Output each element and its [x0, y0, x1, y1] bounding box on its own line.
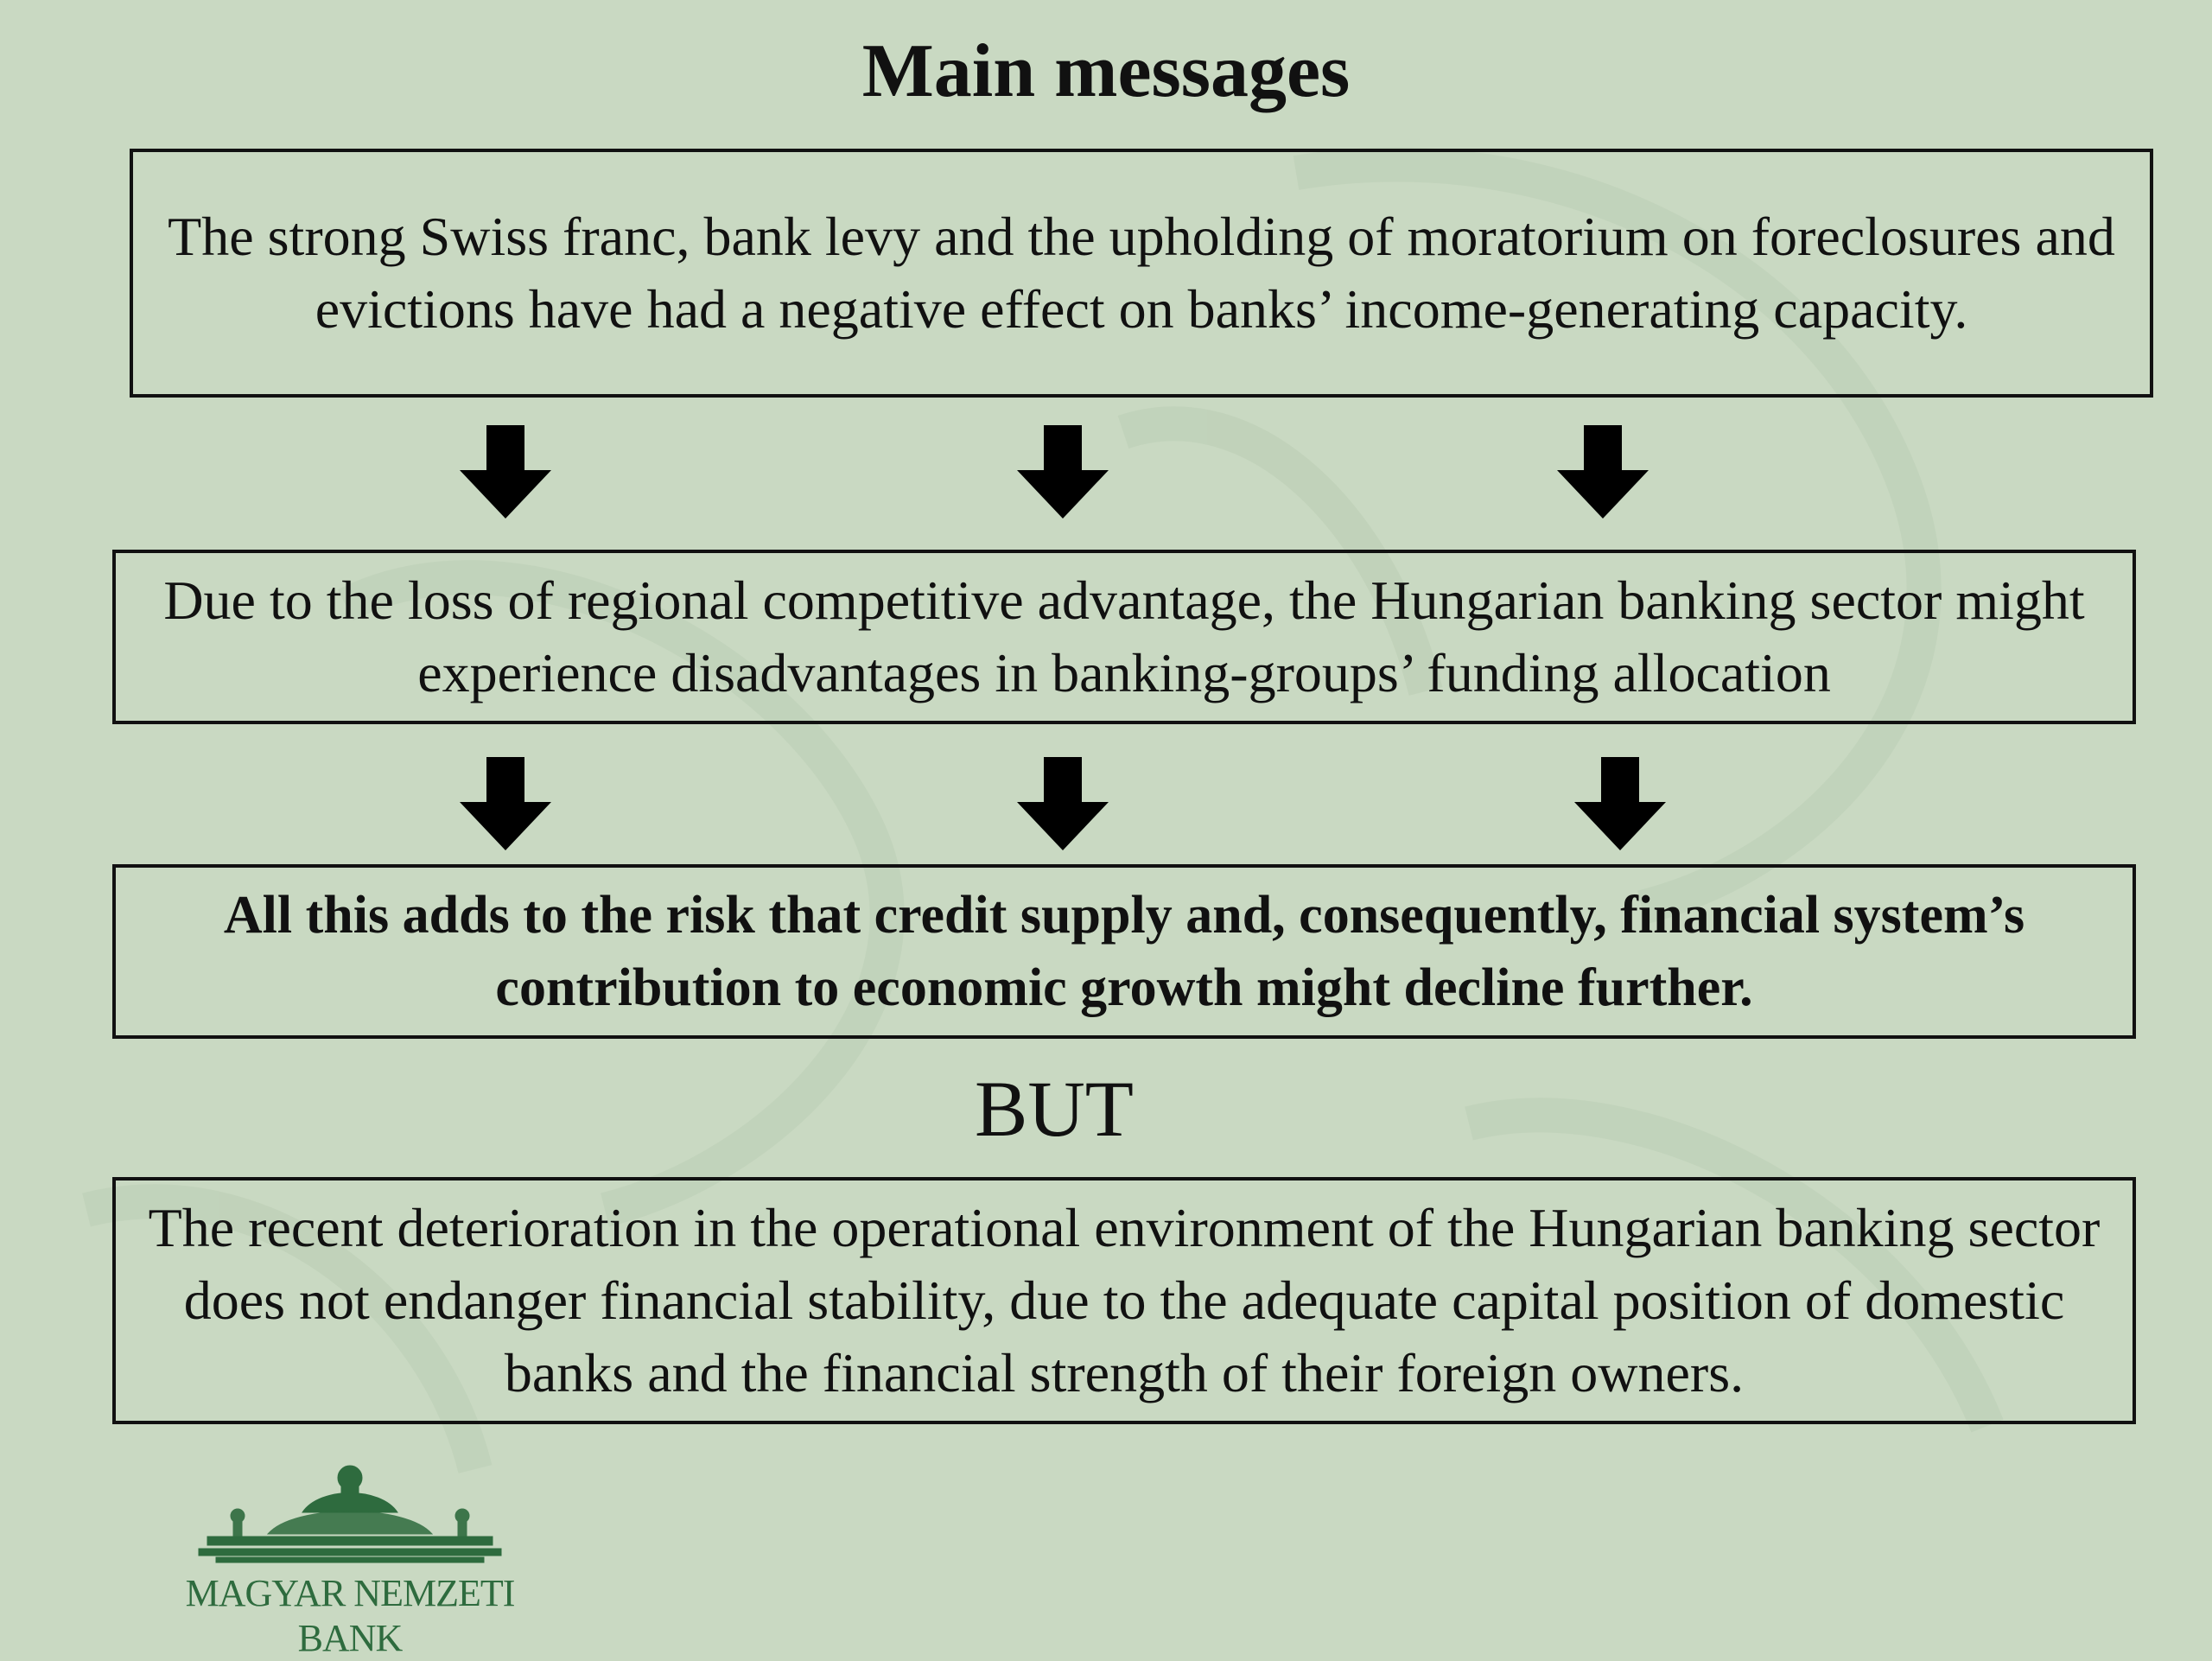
- down-arrow-icon: [1015, 425, 1110, 520]
- down-arrow-icon: [458, 757, 553, 852]
- but-label: BUT: [975, 1065, 1134, 1153]
- message-box-stability: [112, 1177, 2136, 1424]
- message-box-stability-text: The recent deterioration in the operational environment of the Hungarian banking sector does not endanger financial stability, due to the adequate capital position of domestic banks and the financial strength of their foreign owners.: [148, 1197, 2101, 1403]
- slide-title: Main messages: [861, 29, 1351, 113]
- message-box-income-text: The strong Swiss franc, bank levy and the upholding of moratorium on foreclosures and evictions have had a negative effect on banks’ income-generating capacity.: [168, 206, 2115, 340]
- down-arrow-icon: [458, 425, 553, 520]
- message-box-credit-risk-text: All this adds to the risk that credit supply and, consequently, financial system’s contribution to economic growth might decline further.: [223, 886, 2025, 1017]
- down-arrow-icon: [1573, 757, 1668, 852]
- message-box-funding-text: Due to the loss of regional competitive advantage, the Hungarian banking sector might experience disadvantages in banking-groups’ funding allocation: [163, 570, 2085, 703]
- bank-logo-text: MAGYAR NEMZETI BANK: [185, 1572, 515, 1659]
- down-arrow-icon: [1015, 757, 1110, 852]
- message-box-credit-risk: [112, 864, 2136, 1039]
- message-box-funding: [112, 550, 2136, 724]
- down-arrow-icon: [1555, 425, 1650, 520]
- message-box-income: [130, 149, 2153, 398]
